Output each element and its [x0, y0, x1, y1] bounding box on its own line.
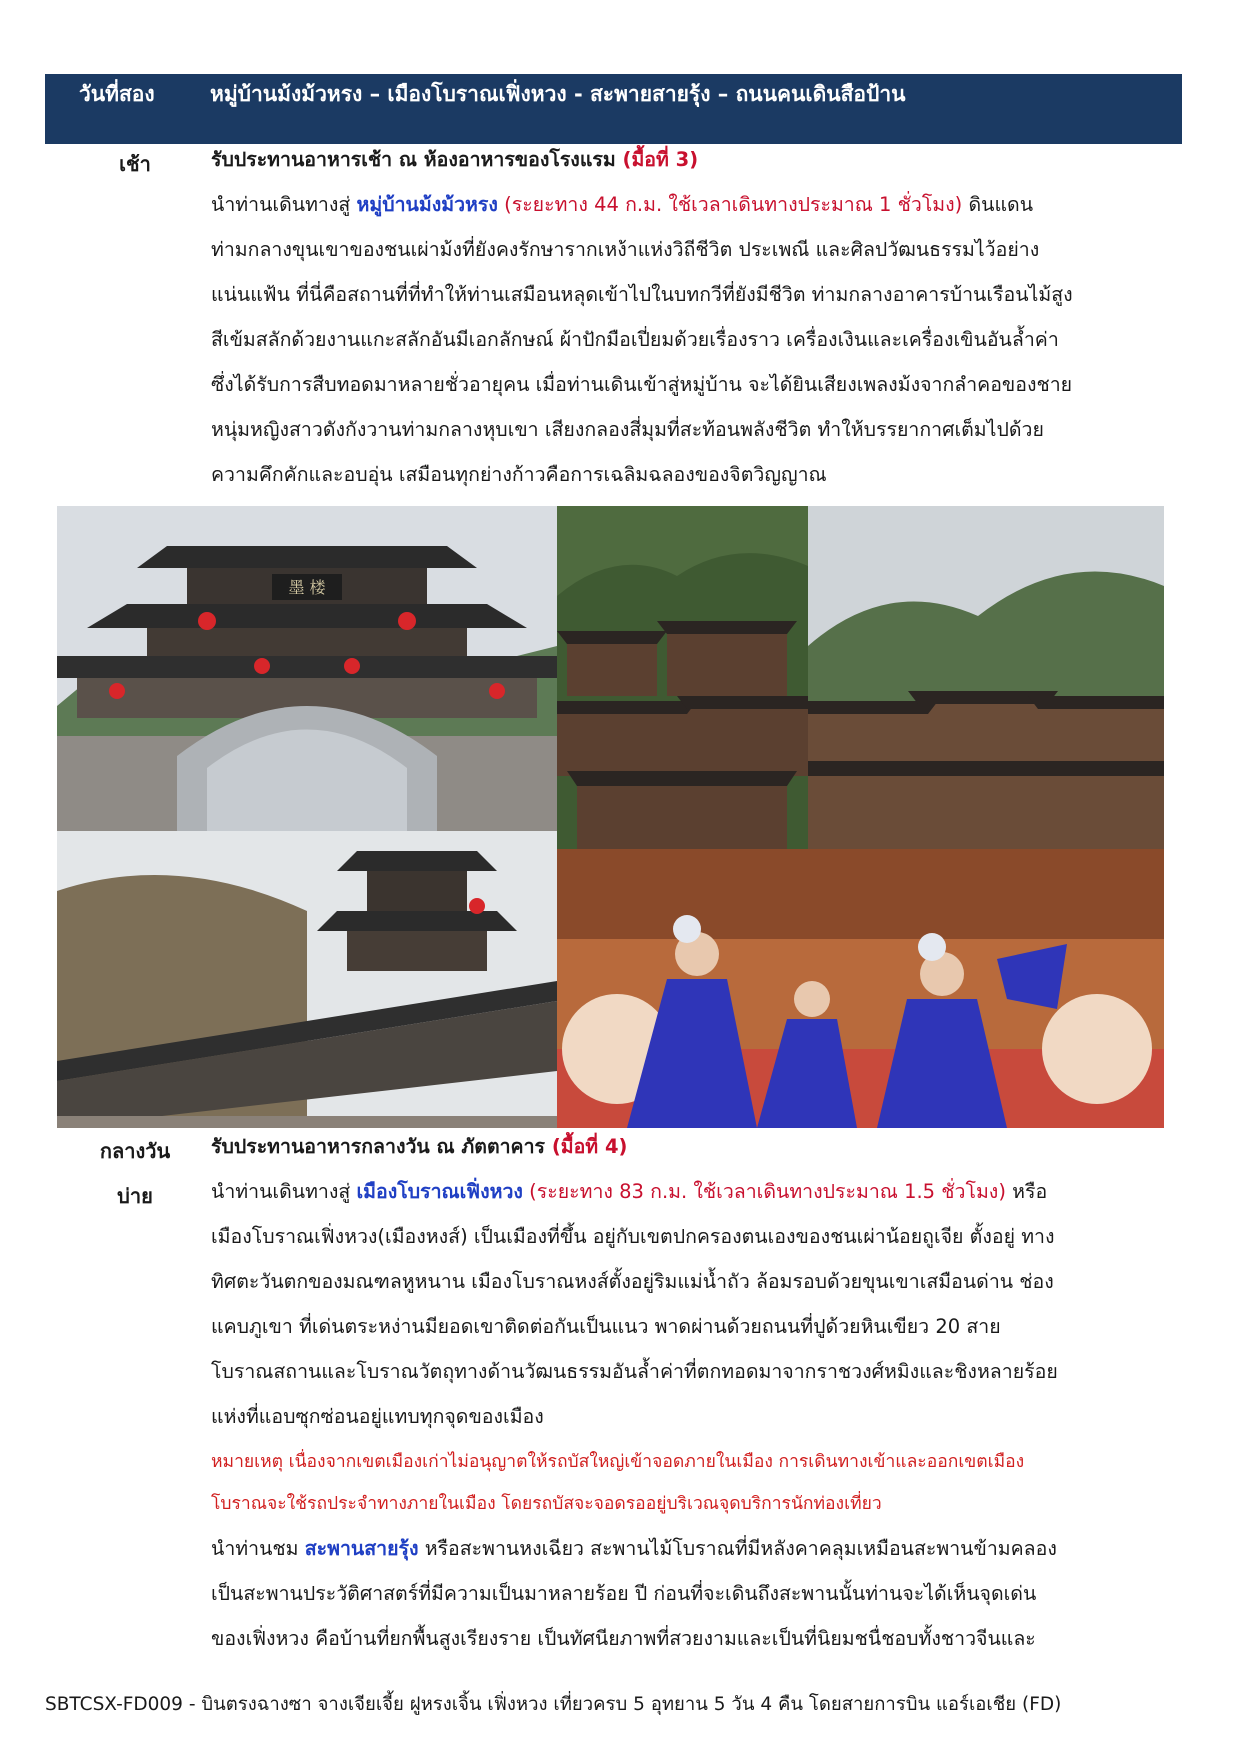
bridge-intro-line — [211, 1537, 1057, 1560]
morning-distance: (ระยะทาง 44 ก.ม. ใช้เวลาเดินทางประมาณ 1 ชั่วโมง) — [504, 193, 963, 216]
morning-paragraph-line: สีเข้มสลักด้วยงานแกะสลักอันมีเอกลักษณ์ ผ้าปักมือเปี่ยมด้วยเรื่องราว เครื่องเงินและเครื่องเขินอันล้ำค่า — [211, 328, 1059, 351]
morning-intro-suffix: ดินแดน — [968, 193, 1034, 216]
lunch-label: กลางวัน — [99, 1139, 171, 1163]
afternoon-paragraph-line: แห่งที่แอบซุกซ่อนอยู่แทบทุกจุดของเมือง — [211, 1405, 544, 1428]
morning-paragraph-line: ท่ามกลางขุนเขาของชนเผ่าม้งที่ยังคงรักษารากเหง้าแห่งวิถีชีวิต ประเพณี และศิลปวัฒนธรรมไว้อย่าง — [211, 238, 1040, 261]
note-line: หมายเหตุ เนื่องจากเขตเมืองเก่าไม่อนุญาตให้รถบัสใหญ่เข้าจอดภายในเมือง การเดินทางเข้าและออกเขตเมือง — [211, 1452, 1025, 1472]
breakfast-meal-number: (มื้อที่ 3) — [622, 148, 699, 171]
afternoon-label: บ่าย — [117, 1184, 153, 1208]
bridge-name: สะพานสายรุ้ง — [304, 1537, 419, 1560]
dancers-photo — [557, 849, 1164, 1128]
breakfast-text: รับประทานอาหารเช้า ณ ห้องอาหารของโรงแรม — [211, 148, 616, 171]
page-footer: SBTCSX-FD009 - บินตรงฉางซา จางเจียเจี้ย ฝูหรงเจิ้น เฟิ่งหวง เที่ยวครบ 5 อุทยาน 5 วัน 4 คืน โดยสายการบิน แอร์เอเชีย (FD) — [45, 1694, 1062, 1715]
bridge-paragraph-line: ของเฟิ่งหวง คือบ้านที่ยกพื้นสูงเรียงราย เป็นทัศนียภาพที่สวยงามและเป็นที่นิยมชนื่ชอบทั้งชาวจีนและ — [211, 1627, 1036, 1650]
morning-label: เช้า — [119, 152, 151, 176]
morning-place-name: หมู่บ้านม้งม้วหรง — [356, 193, 498, 216]
bridge-intro-prefix: นำท่านชม — [211, 1537, 299, 1560]
morning-intro-prefix: นำท่านเดินทางสู่ — [211, 193, 351, 216]
village-houses-photo-1 — [557, 506, 808, 849]
afternoon-paragraph-line: โบราณสถานและโบราณวัตถุทางด้านวัฒนธรรมอันล้ำค่าที่ตกทอดมาจากราชวงศ์หมิงและชิงหลายร้อย — [211, 1360, 1058, 1383]
bridge-intro-suffix: หรือสะพานหงเฉียว สะพานไม้โบราณที่มีหลังคาคลุมเหมือนสะพานข้ามคลอง — [424, 1537, 1057, 1560]
village-gate-photo — [57, 506, 557, 831]
gate-sign-text: 墨 楼 — [288, 578, 326, 597]
bridge-paragraph-line: เป็นสะพานประวัติศาสตร์ที่มีความเป็นมาหลายร้อย ปี ก่อนที่จะเดินถึงสะพานนั้นท่านจะได้เห็นจุดเด่น — [211, 1582, 1037, 1605]
lunch-text: รับประทานอาหารกลางวัน ณ ภัตตาคาร — [211, 1135, 546, 1158]
note-line: โบราณจะใช้รถประจำทางภายในเมือง โดยรถบัสจะจอดรออยู่บริเวณจุดบริการนักท่องเที่ยว — [211, 1494, 882, 1514]
morning-intro-line — [211, 193, 1033, 216]
morning-paragraph-line: หนุ่มหญิงสาวดังกังวานท่ามกลางหุบเขา เสียงกลองสี่มุมที่สะท้อนพลังชีวิต ทำให้บรรยากาศเต็มไปด้วย — [211, 418, 1044, 441]
covered-wall-photo — [57, 831, 557, 1128]
village-houses-photo-2 — [808, 506, 1164, 849]
afternoon-paragraph-line: เมืองโบราณเฟิ่งหวง(เมืองหงส์) เป็นเมืองที่ขึ้น อยู่กับเขตปกครองตนเองของชนเผ่าน้อยถูเจีย ตั้งอยู่ ทาง — [211, 1225, 1055, 1248]
day-route: หมู่บ้านม้งม้วหรง – เมืองโบราณเฟิ่งหวง - สะพายสายรุ้ง – ถนนคนเดินสือป้าน — [210, 82, 906, 106]
day-title: วันที่สอง — [79, 82, 155, 106]
afternoon-paragraph-line: ทิศตะวันตกของมณฑลหูหนาน เมืองโบราณหงส์ตั้งอยู่ริมแม่น้ำถัว ล้อมรอบด้วยขุนเขาเสมือนด่าน ช่อง — [211, 1270, 1054, 1293]
morning-paragraph-line: ซึ่งได้รับการสืบทอดมาหลายชั่วอายุคน เมื่อท่านเดินเข้าสู่หมู่บ้าน จะได้ยินเสียงเพลงม้งจากลำคอของชาย — [211, 373, 1073, 396]
afternoon-intro-line — [211, 1180, 1047, 1203]
afternoon-intro-prefix: นำท่านเดินทางสู่ — [211, 1180, 351, 1203]
morning-paragraph-line: แน่นแฟ้น ที่นี่คือสถานที่ที่ทำให้ท่านเสมือนหลุดเข้าไปในบทกวีที่ยังมีชีวิต ท่ามกลางอาคารบ้านเรือนไม้สูง — [211, 283, 1073, 306]
morning-paragraph-line: ความคึกคักและอบอุ่น เสมือนทุกย่างก้าวคือการเฉลิมฉลองของจิตวิญญาณ — [211, 463, 827, 486]
afternoon-intro-suffix: หรือ — [1012, 1180, 1048, 1203]
lunch-line — [211, 1135, 627, 1158]
day-header-bar — [45, 74, 1182, 144]
lunch-meal-number: (มื้อที่ 4) — [551, 1135, 628, 1158]
afternoon-distance: (ระยะทาง 83 ก.ม. ใช้เวลาเดินทางประมาณ 1.5 ชั่วโมง) — [529, 1180, 1006, 1203]
afternoon-place-name: เมืองโบราณเฟิ่งหวง — [356, 1180, 523, 1203]
breakfast-line — [211, 148, 698, 171]
afternoon-paragraph-line: แคบภูเขา ที่เด่นตระหง่านมียอดเขาติดต่อกันเป็นแนว พาดผ่านด้วยถนนที่ปูด้วยหินเขียว 20 สาย — [211, 1315, 1001, 1338]
